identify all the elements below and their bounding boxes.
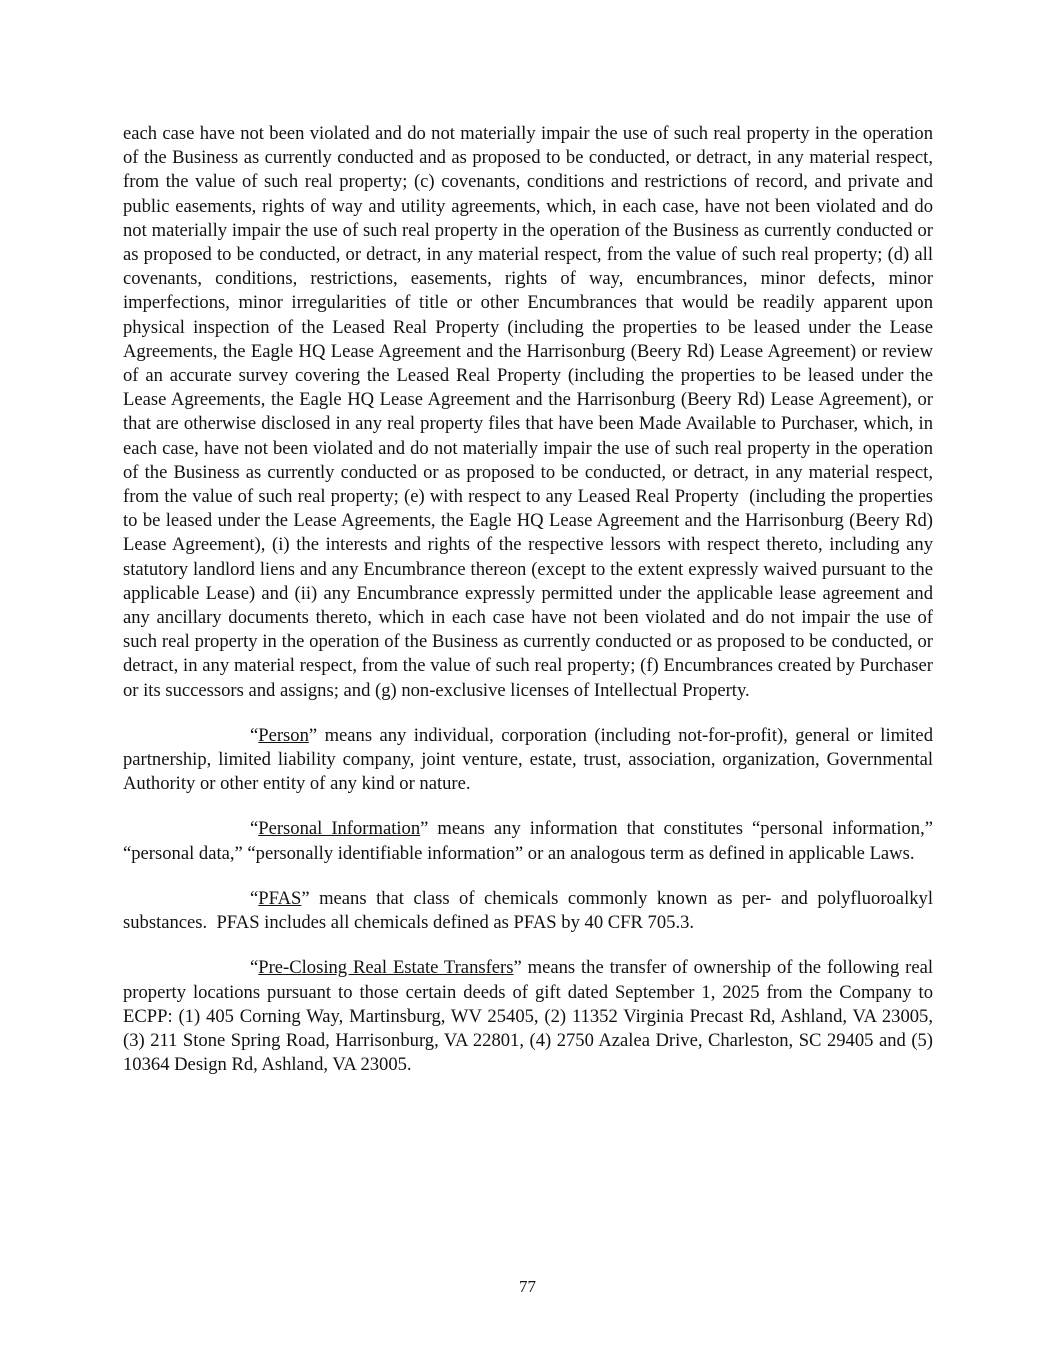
text-run: “ <box>250 957 259 979</box>
definition-pfas <box>123 887 933 935</box>
defined-term: Pre-Closing Real Estate Transfers <box>258 957 514 979</box>
text-run: each case have not been violated and do not materially impair the use of such real property in the operation of the Business as currently conducted and as proposed to be conducted, or detract, in any material respect, from the value of such real property; (c) covenants, conditions and restrictions of record, and private and public easements, rights of way and utility agreements, which, in each case, have not been violated and do not materially impair the use of such real property in the operation of the Business as currently conducted or as proposed to be conducted, or detract, in any material respect, from the value of such real property; (d) all covenants, conditions, restrictions, easements, rights of way, encumbrances, minor defects, minor imperfections, minor irregularities of title or other Encumbrances that would be readily apparent upon physical inspection of the Leased Real Property (including the properties to be leased under the Lease Agreements, the Eagle HQ Lease Agreement and the Harrisonburg (Beery Rd) Lease Agreement) or review of an accurate survey covering the Leased Real Property (including the properties to be leased under the Lease Agreements, the Eagle HQ Lease Agreement and the Harrisonburg (Beery Rd) Lease Agreement), or that are otherwise disclosed in any real property files that have been Made Available to Purchaser, which, in each case, have not been violated and do not materially impair the use of such real property in the operation of the Business as currently conducted or as proposed to be conducted, or detract, in any material respect, from the value of such real property; (e) with respect to any Leased Real Property (including the properties to be leased under the Lease Agreements, the Eagle HQ Lease Agreement and the Harrisonburg (Beery Rd) Lease Agreement), (i) the interests and rights of the respective lessors with respect thereto, including any statutory landlord liens and any Encumbrance thereon (except to the extent expressly waived pursuant to the applicable Lease) and (ii) any Encumbrance expressly permitted under the applicable lease agreement and any ancillary documents thereto, which in each case have not been violated and do not impair the use of such real property in the operation of the Business as currently conducted or as proposed to be conducted, or detract, in any material respect, from the value of such real property; (f) Encumbrances created by Purchaser or its successors and assigns; and (g) non-exclusive licenses of Intellectual Property. <box>123 123 933 701</box>
defined-term: PFAS <box>258 887 302 909</box>
text-run: ” means that class of chemicals commonly known as per- and polyfluoroalkyl substances. PFAS includes all chemicals defined as PFAS by 40 CFR 705.3. <box>123 887 933 934</box>
text-run: “ <box>250 724 259 746</box>
paragraph-permitted-encumbrances-continuation <box>123 122 933 703</box>
defined-term: Person <box>258 724 309 746</box>
definition-person <box>123 724 933 797</box>
document-body <box>123 122 933 1077</box>
defined-term: Personal Information <box>258 818 421 840</box>
text-run: ” means any individual, corporation (including not-for-profit), general or limited partnership, limited liability company, joint venture, estate, trust, association, organization, Governmental Authority or other entity of any kind or nature. <box>123 724 933 795</box>
definition-pre-closing-real-estate-transfers <box>123 956 933 1077</box>
definition-personal-information <box>123 817 933 865</box>
text-run: ” means the transfer of ownership of the following real property locations pursuant to those certain deeds of gift dated September 1, 2025 from the Company to ECPP: (1) 405 Corning Way, Martinsburg, WV 25405, (2) 11352 Virginia Precast Rd, Ashland, VA 23005, (3) 211 Stone Spring Road, Harrisonburg, VA 22801, (4) 2750 Azalea Drive, Charleston, SC 29405 and (5) 10364 Design Rd, Ashland, VA 23005. <box>123 957 933 1076</box>
text-run: “ <box>250 818 259 840</box>
page-number: 77 <box>519 1277 536 1296</box>
text-run: “ <box>250 887 259 909</box>
text-run: ” means any information that constitutes “personal information,” “personal data,” “personally identifiable information” or an analogous term as defined in applicable Laws. <box>123 818 933 864</box>
